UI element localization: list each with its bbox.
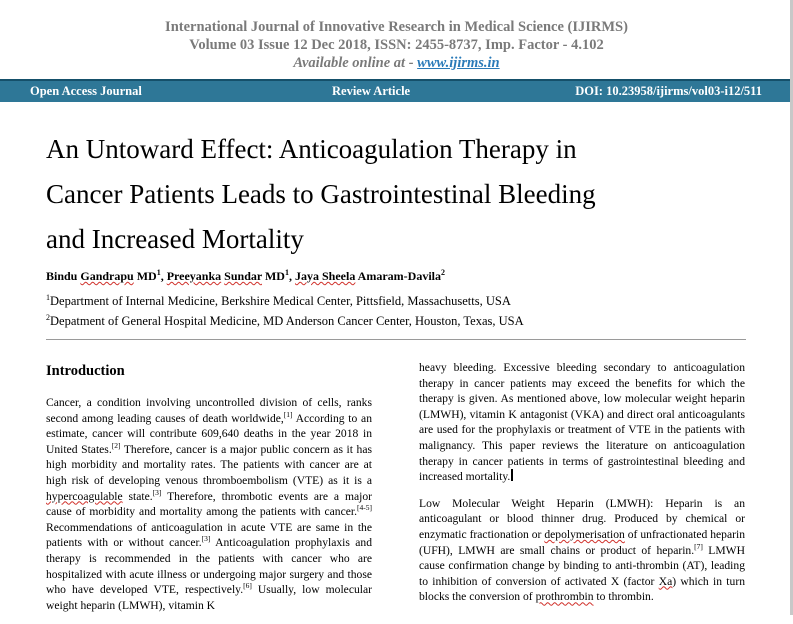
title-line-2: Cancer Patients Leads to Gastrointestinal Bleeding xyxy=(46,179,596,209)
affiliation-2: $^2$Depatment of General Hospital Medicine, MD Anderson Cancer Center, Houston, Texas, USA xyxy=(46,313,524,329)
body-column-right xyxy=(419,360,745,616)
article-info-bar xyxy=(0,79,790,102)
divider xyxy=(46,339,746,340)
paragraph: Cancer, a condition involving uncontrolled division of cells, ranks second among leading causes of death worldwide,[1] According to an estimate, cancer will contribute 609,640 deaths in the year 2018 in United States.[2] Therefore, cancer is a major public concern as it has high morbidity and mortality rates. The patients with cancer are at high risk of developing venous thromboembolism (VTE) as it is a hypercoagulable state.[3] Therefore, thrombotic events are a major cause of morbidity and mortality among the patients with cancer.[4-5] Recommendations of anticoagulation in acute VTE are same in the patients with or without cancer.[3] Anticoagulation prophylaxis and therapy is recommended in the patients with cancer who are hospitalized with acute illness or undergoing major surgery and those who have developed VTE, respectively.[6] Usually, low molecular weight heparin (LMWH), vitamin K xyxy=(46,396,372,612)
volume-line: Volume 03 Issue 12 Dec 2018, ISSN: 2455-8737, Imp. Factor - 4.102 xyxy=(189,37,604,53)
paragraph: heavy bleeding. Excessive bleeding secondary to anticoagulation therapy in cancer patients may exceed the benefits for which the therapy is given. As mentioned above, low molecular weight heparin (LMWH), vitamin K antagonist (VKA) and direct oral anticoagulants are used for the prophylaxis or treatment of VTE in the patients with malignancy. This paper reviews the literature on anticoagulation therapy in cancer patients in terms of gastrointestinal bleeding and increased mortality. xyxy=(419,361,745,484)
article-title xyxy=(46,127,746,262)
title-line-1: An Untoward Effect: Anticoagulation Therapy in xyxy=(46,134,577,164)
journal-name: International Journal of Innovative Research in Medical Science (IJIRMS) xyxy=(165,19,628,35)
availability-line xyxy=(0,54,793,72)
doi-label: DOI: 10.23958/ijirms/vol03-i12/511 xyxy=(575,84,762,98)
open-access-label: Open Access Journal xyxy=(30,84,142,98)
journal-url-link[interactable]: www.ijirms.in xyxy=(417,55,500,71)
affiliation-1: $^1$Department of Internal Medicine, Berkshire Medical Center, Pittsfield, Massachusetts, USA xyxy=(46,293,511,309)
author-list: Bindu Gandrapu $MD^1$, Preeyanka Sundar $MD^1$, Jaya Sheela Amaram-Davila$^2$ xyxy=(46,268,445,283)
author-name: Bindu Gandrapu $MD^1$ xyxy=(46,268,161,283)
paragraph: Low Molecular Weight Heparin (LMWH): Heparin is an anticoagulant or blood thinner drug. Produced by chemical or enzymatic fractionation or depolymerisation of unfractionated heparin (UFH), LMWH are small chains or product of heparin.[7] LMWH cause confirmation change by binding to anti-thrombin (AT), leading to inhibition of conversion of activated X (factor Xa) which in turn blocks the conversion of prothrombin to thrombin. xyxy=(419,496,745,604)
section-heading: Introduction xyxy=(46,363,125,379)
body-column-left xyxy=(46,395,372,624)
author-name: Jaya Sheela Amaram-Davila$^2$ xyxy=(294,268,445,283)
journal-header xyxy=(0,18,793,72)
article-type-label: Review Article xyxy=(332,84,411,98)
text-cursor xyxy=(511,469,513,481)
title-line-3: and Increased Mortality xyxy=(46,224,304,254)
author-name: Preeyanka Sundar $MD^1$ xyxy=(166,268,289,283)
available-label: Available online at - xyxy=(293,55,418,71)
